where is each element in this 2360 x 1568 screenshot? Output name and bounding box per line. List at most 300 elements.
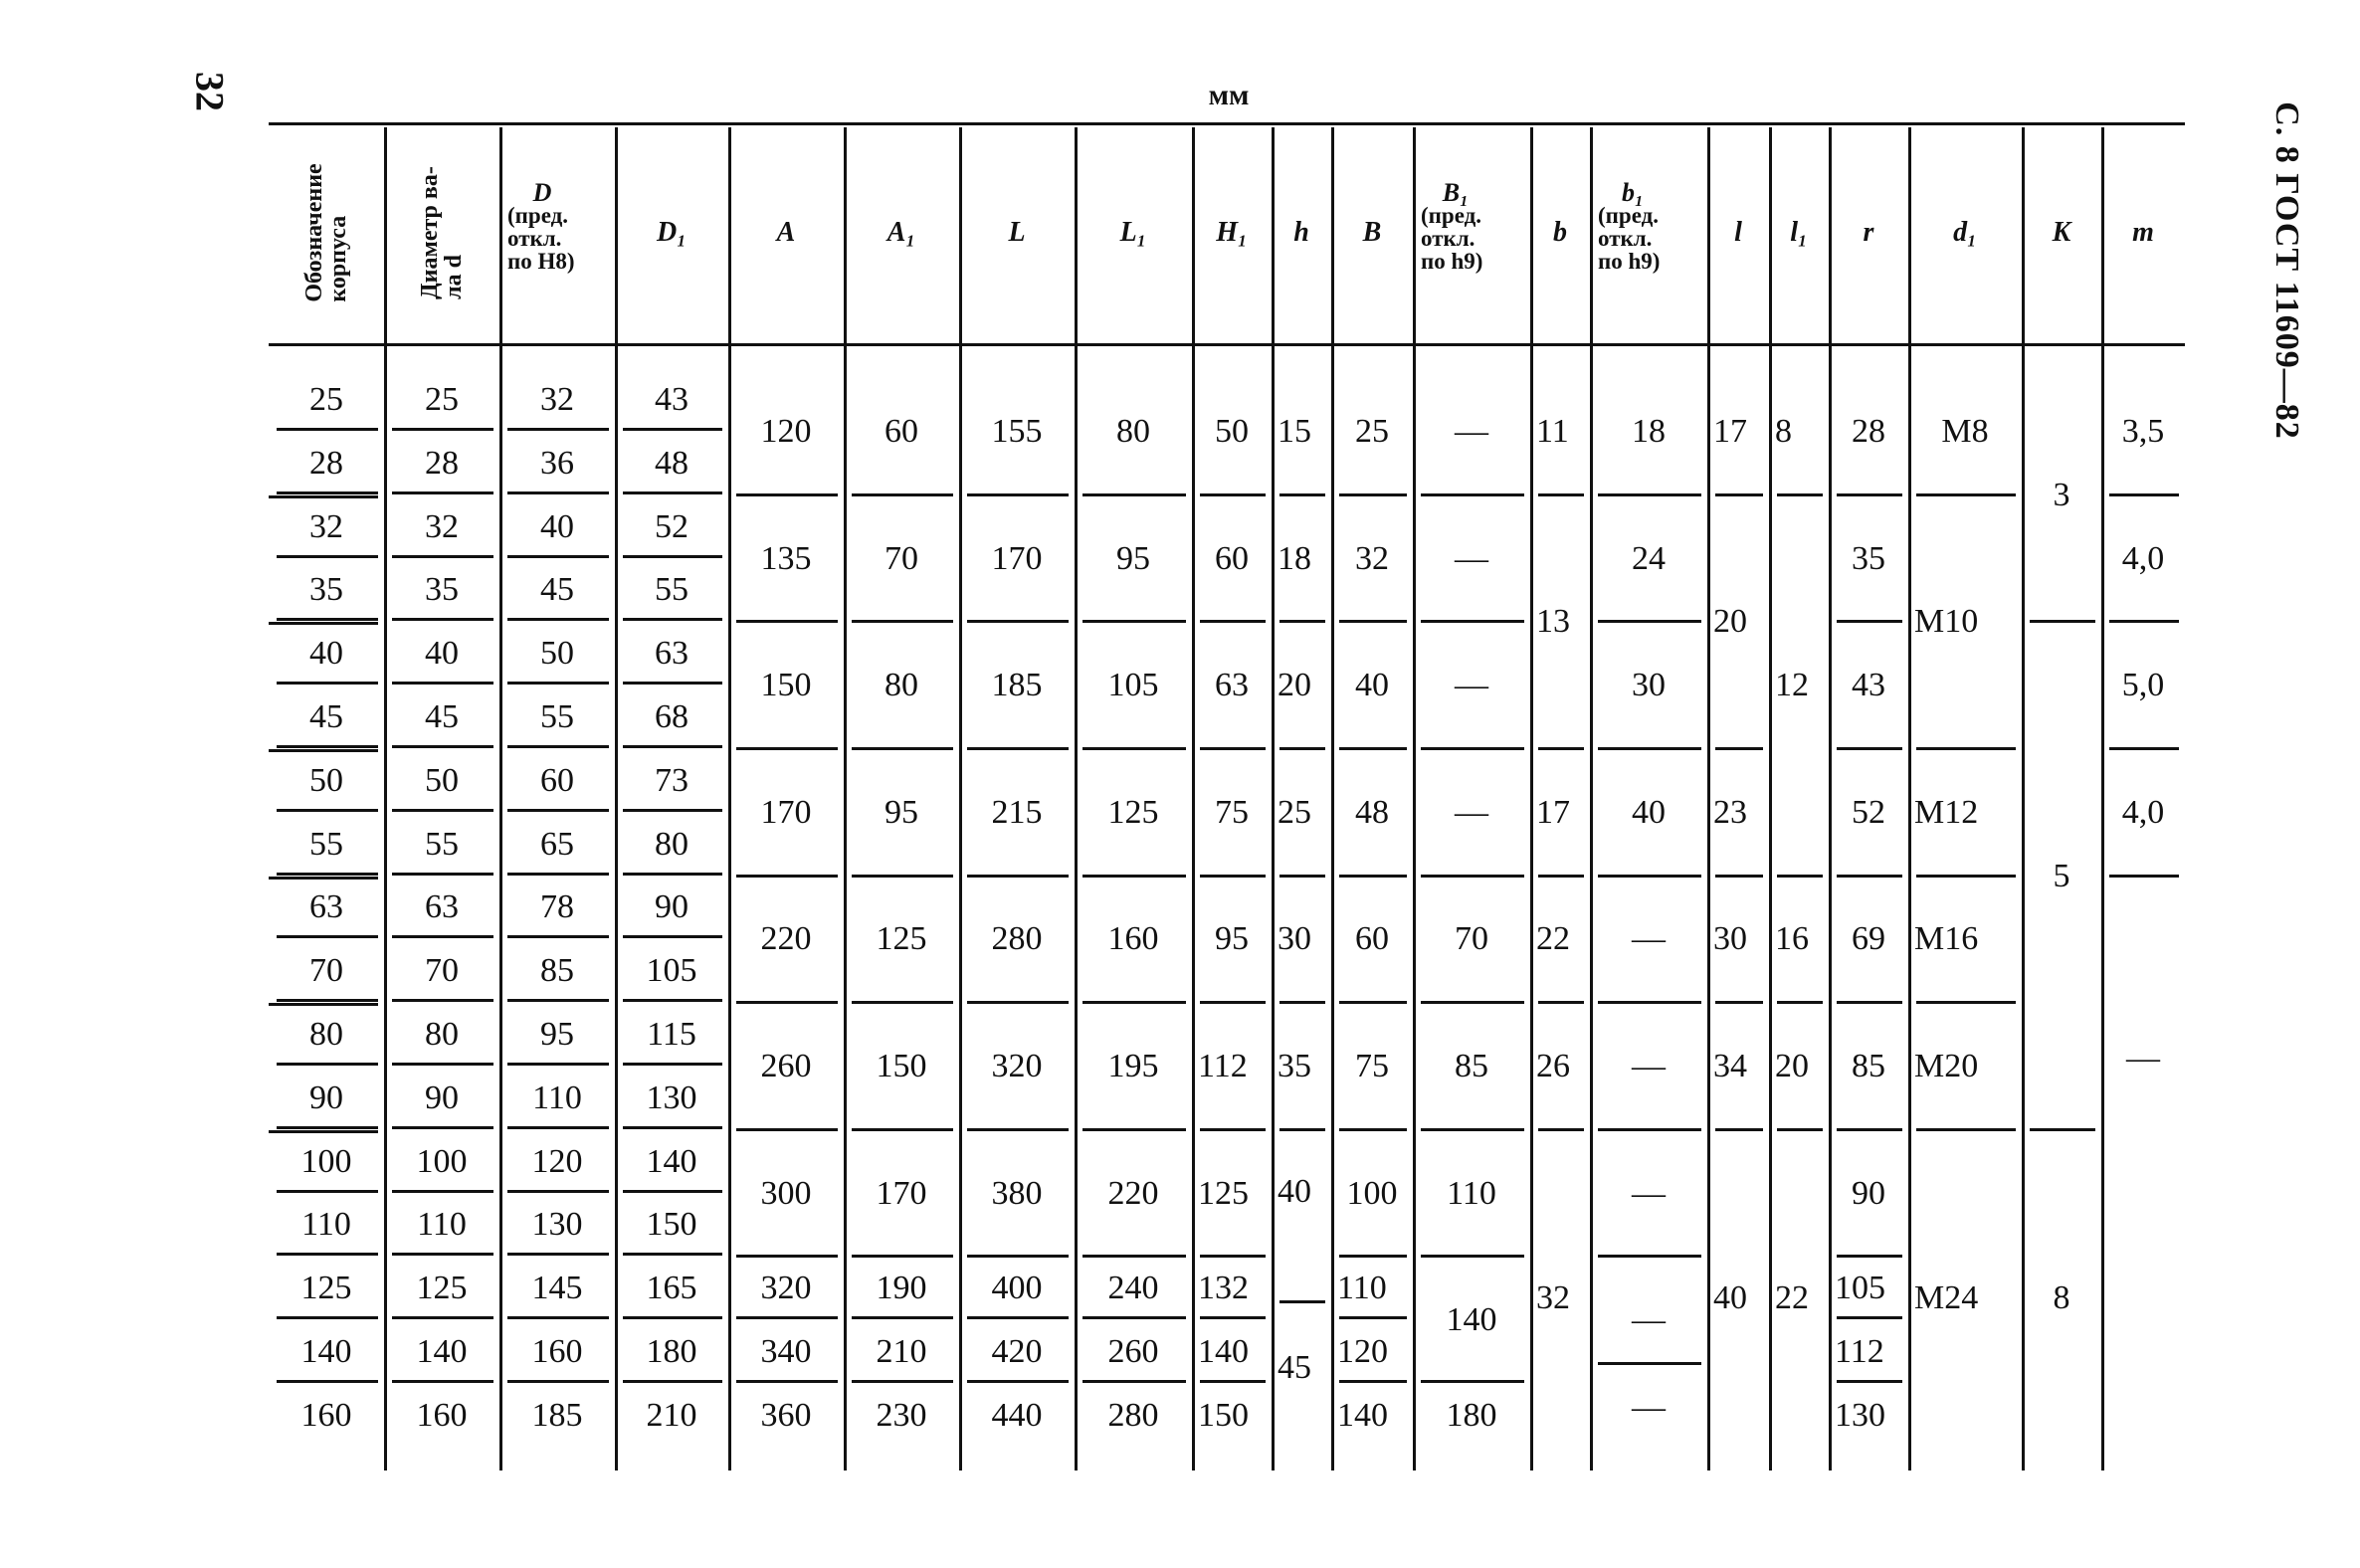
cell-D1: 68 [655,698,688,735]
cell-D: 185 [531,1396,583,1434]
column-divider [1192,127,1195,1470]
cell-L: 400 [991,1270,1043,1307]
cell-D: 120 [531,1142,583,1180]
header-line: (пред. [1421,203,1481,228]
cell-separator [1082,1380,1186,1383]
cell-separator [736,875,838,878]
cell-separator [1777,875,1823,878]
cell-B1: — [1455,539,1488,577]
cell-B: 32 [1355,539,1389,577]
cell-separator [623,1126,722,1129]
page-number: 32 [187,72,233,111]
column-divider [728,127,731,1470]
cell-separator [507,935,609,938]
cell-B: 25 [1355,412,1389,450]
cell-l: 23 [1713,793,1747,831]
cell-housing: 140 [300,1333,352,1370]
cell-d: 28 [425,444,459,482]
cell-separator [1598,1001,1701,1004]
cell-separator [736,493,838,496]
cell-r: 90 [1852,1174,1885,1212]
cell-separator [1916,493,2016,496]
cell-separator [1339,1128,1407,1131]
cell-h: 35 [1278,1047,1311,1084]
cell-A: 300 [760,1174,812,1212]
cell-separator [736,1380,838,1383]
cell-separator [1598,747,1701,750]
cell-housing: 125 [300,1270,352,1307]
cell-separator [1715,1128,1763,1131]
cell-d: 63 [425,888,459,926]
cell-separator [1916,1128,2016,1131]
cell-l1: 8 [1775,412,1792,450]
cell-separator [1082,875,1186,878]
cell-H1: 125 [1198,1174,1249,1212]
header-line: по H8) [507,249,575,274]
cell-d: 110 [417,1206,467,1244]
cell-L1: 160 [1107,920,1159,958]
cell-separator [1339,875,1407,878]
cell-separator [1279,1001,1325,1004]
cell-separator [392,873,493,876]
column-divider [1530,127,1533,1470]
cell-separator [1082,1001,1186,1004]
cell-separator [1082,1316,1186,1319]
cell-separator [1598,620,1701,623]
cell-d: 140 [416,1333,468,1370]
cell-separator [623,745,722,748]
cell-d: 90 [425,1078,459,1116]
cell-separator [1538,875,1584,878]
cell-A1: 80 [885,667,918,704]
group-rule [269,495,378,498]
cell-d: 100 [416,1142,468,1180]
cell-separator [623,1253,722,1256]
header-H1: H₁ [1216,217,1248,248]
cell-separator [1777,1128,1823,1131]
cell-b1: — [1632,1388,1666,1426]
cell-H1: 60 [1215,539,1249,577]
cell-separator [1598,493,1701,496]
cell-B1: — [1455,667,1488,704]
header-l1: l₁ [1790,217,1808,248]
cell-L: 185 [991,667,1043,704]
cell-B1: — [1455,412,1488,450]
cell-separator [507,682,609,685]
cell-separator [967,620,1069,623]
cell-separator [277,682,378,685]
cell-separator [736,1128,838,1131]
cell-L: 215 [991,793,1043,831]
cell-D: 85 [540,952,574,990]
cell-separator [1082,1128,1186,1131]
header-line: B₁ [1442,178,1470,207]
cell-A1: 70 [885,539,918,577]
header-line: по h9) [1421,249,1483,274]
cell-r: 112 [1835,1333,1884,1370]
cell-B: 140 [1337,1396,1388,1434]
cell-separator [623,555,722,558]
cell-d1: M16 [1914,920,1979,958]
cell-D1: 73 [655,761,688,799]
cell-h: 20 [1278,667,1311,704]
cell-separator [1339,1255,1407,1258]
cell-H1: 132 [1198,1270,1249,1307]
cell-separator [507,1380,609,1383]
header-K: K [2052,217,2071,248]
cell-separator [2109,747,2179,750]
cell-D: 160 [531,1333,583,1370]
cell-A: 150 [760,667,812,704]
cell-A: 340 [760,1333,812,1370]
cell-A: 360 [760,1396,812,1434]
cell-separator [1279,875,1325,878]
cell-separator [1082,493,1186,496]
cell-separator [507,809,609,812]
cell-separator [1339,493,1407,496]
cell-separator [392,1316,493,1319]
cell-D: 45 [540,571,574,609]
cell-L1: 260 [1107,1333,1159,1370]
cell-L1: 220 [1107,1174,1159,1212]
cell-separator [623,999,722,1002]
cell-b: 11 [1536,412,1569,450]
cell-B: 40 [1355,667,1389,704]
cell-separator [736,1001,838,1004]
cell-D1: 63 [655,635,688,673]
cell-separator [1082,747,1186,750]
group-rule [269,877,378,880]
cell-d1: M20 [1914,1047,1979,1084]
cell-separator [507,1316,609,1319]
cell-separator [277,1190,378,1193]
cell-b: 13 [1536,603,1570,641]
cell-separator [507,873,609,876]
cell-separator [623,1380,722,1383]
cell-separator [392,935,493,938]
cell-separator [1777,1001,1823,1004]
cell-separator [1200,747,1266,750]
cell-m: 5,0 [2121,667,2165,704]
cell-separator [1279,747,1325,750]
cell-separator [1200,1316,1266,1319]
cell-separator [277,618,378,621]
cell-L1: 105 [1107,667,1159,704]
cell-A1: 95 [885,793,918,831]
cell-separator [1200,1255,1266,1258]
cell-separator [967,1128,1069,1131]
cell-b1: — [1632,1174,1666,1212]
cell-L: 280 [991,920,1043,958]
cell-l: 17 [1713,412,1747,450]
cell-separator [1279,493,1325,496]
header-D1: D₁ [657,217,687,248]
cell-housing: 35 [309,571,343,609]
cell-separator [1598,1362,1701,1365]
column-divider [1769,127,1772,1470]
cell-separator [1421,1001,1524,1004]
cell-separator [392,1190,493,1193]
cell-d: 32 [425,507,459,545]
cell-d: 40 [425,635,459,673]
cell-H1: 112 [1198,1047,1248,1084]
cell-separator [277,999,378,1002]
cell-D1: 210 [646,1396,697,1434]
cell-D1: 52 [655,507,688,545]
cell-B1: 85 [1455,1047,1488,1084]
cell-separator [507,1253,609,1256]
header-line: ла d [441,255,467,299]
cell-d1: M24 [1914,1279,1979,1317]
cell-separator [392,618,493,621]
cell-A1: 170 [876,1174,927,1212]
cell-separator [1200,1001,1266,1004]
cell-separator [392,999,493,1002]
cell-separator [1837,1316,1902,1319]
cell-separator [852,875,953,878]
cell-L1: 95 [1116,539,1150,577]
cell-H1: 75 [1215,793,1249,831]
cell-separator [736,1255,838,1258]
cell-separator [1715,1001,1763,1004]
cell-separator [277,1253,378,1256]
cell-separator [852,1380,953,1383]
cell-L: 170 [991,539,1043,577]
cell-D1: 80 [655,825,688,863]
cell-B: 48 [1355,793,1389,831]
cell-separator [1339,1316,1407,1319]
cell-d: 35 [425,571,459,609]
cell-l: 34 [1713,1047,1747,1084]
column-divider [615,127,618,1470]
cell-separator [1837,875,1902,878]
group-rule [269,749,378,752]
cell-separator [277,1126,378,1129]
cell-d: 50 [425,761,459,799]
cell-housing: 25 [309,381,343,418]
cell-housing: 100 [300,1142,352,1180]
cell-B: 120 [1337,1333,1388,1370]
cell-separator [2030,1128,2095,1131]
cell-l1: 22 [1775,1279,1809,1317]
cell-L1: 195 [1107,1047,1159,1084]
table-top-rule [269,122,2185,125]
cell-D: 145 [531,1270,583,1307]
cell-D: 95 [540,1016,574,1053]
cell-separator [507,745,609,748]
cell-D1: 90 [655,888,688,926]
cell-A1: 230 [876,1396,927,1434]
cell-separator [1200,493,1266,496]
cell-b1: 30 [1632,667,1666,704]
cell-A1: 60 [885,412,918,450]
cell-separator [392,809,493,812]
cell-L: 380 [991,1174,1043,1212]
cell-d: 25 [425,381,459,418]
cell-separator [392,1063,493,1066]
cell-h: 40 [1278,1172,1311,1210]
cell-b1: — [1632,1301,1666,1339]
cell-separator [1715,747,1763,750]
cell-r: 52 [1852,793,1885,831]
cell-separator [507,999,609,1002]
cell-separator [1339,747,1407,750]
cell-B1: 70 [1455,920,1488,958]
cell-D1: 48 [655,444,688,482]
cell-B1: 140 [1446,1301,1497,1339]
cell-d: 55 [425,825,459,863]
column-divider [1590,127,1593,1470]
cell-separator [736,747,838,750]
cell-D1: 55 [655,571,688,609]
cell-separator [1421,493,1524,496]
cell-separator [736,620,838,623]
cell-separator [2109,875,2179,878]
cell-A1: 125 [876,920,927,958]
cell-r: 105 [1835,1270,1885,1307]
cell-housing: 63 [309,888,343,926]
column-divider [1075,127,1078,1470]
cell-h: 25 [1278,793,1311,831]
column-divider [2101,127,2104,1470]
header-line: D [532,178,552,207]
cell-A1: 190 [876,1270,927,1307]
cell-L1: 80 [1116,412,1150,450]
cell-l: 40 [1713,1279,1747,1317]
cell-separator [1837,1255,1902,1258]
cell-b: 26 [1536,1047,1570,1084]
cell-separator [1421,747,1524,750]
cell-D1: 105 [646,952,697,990]
header-B1 [1421,178,1490,274]
cell-separator [1538,1001,1584,1004]
cell-l: 30 [1713,920,1747,958]
cell-housing: 70 [309,952,343,990]
column-divider [1829,127,1832,1470]
cell-r: 69 [1852,920,1885,958]
cell-D1: 165 [646,1270,697,1307]
cell-separator [1837,1128,1902,1131]
cell-separator [277,873,378,876]
cell-D1: 115 [647,1016,696,1053]
cell-A: 120 [760,412,812,450]
column-divider [384,127,387,1470]
cell-separator [392,428,493,431]
cell-A: 320 [760,1270,812,1307]
cell-h: 15 [1278,412,1311,450]
cell-housing: 55 [309,825,343,863]
header-m: m [2132,217,2154,248]
column-divider [1413,127,1416,1470]
cell-m: 4,0 [2121,793,2165,831]
column-divider [1908,127,1911,1470]
cell-H1: 95 [1215,920,1249,958]
cell-separator [852,747,953,750]
cell-separator [852,1128,953,1131]
cell-D: 40 [540,507,574,545]
column-divider [1707,127,1710,1470]
cell-d: 70 [425,952,459,990]
header-d [418,166,466,299]
header-bottom-rule [269,343,2185,346]
cell-separator [967,1001,1069,1004]
header-B: B [1362,217,1382,248]
header-L: L [1008,217,1026,248]
header-d1: d₁ [1953,217,1977,248]
column-divider [1272,127,1275,1470]
cell-d: 160 [416,1396,468,1434]
column-divider [844,127,847,1470]
cell-separator [507,1126,609,1129]
cell-separator [277,1316,378,1319]
cell-housing: 80 [309,1016,343,1053]
cell-separator [967,1255,1069,1258]
cell-B: 60 [1355,920,1389,958]
cell-b: 22 [1536,920,1570,958]
cell-separator [2109,620,2179,623]
cell-separator [1777,493,1823,496]
cell-L: 320 [991,1047,1043,1084]
header-line: Диаметр ва- [417,166,443,299]
cell-separator [1837,747,1902,750]
cell-separator [1538,747,1584,750]
cell-separator [852,493,953,496]
cell-separator [852,1001,953,1004]
cell-D: 60 [540,761,574,799]
cell-housing: 45 [309,698,343,735]
cell-d: 80 [425,1016,459,1053]
header-line: по h9) [1598,249,1661,274]
cell-housing: 40 [309,635,343,673]
cell-B: 100 [1346,1174,1398,1212]
cell-separator [507,618,609,621]
cell-L: 155 [991,412,1043,450]
header-line: откл. [1598,226,1653,251]
cell-m: 4,0 [2121,539,2165,577]
cell-separator [1200,875,1266,878]
cell-r: 85 [1852,1047,1885,1084]
cell-D1: 130 [646,1078,697,1116]
cell-r: 35 [1852,539,1885,577]
header-r: r [1863,217,1874,248]
cell-separator [1339,620,1407,623]
cell-L1: 280 [1107,1396,1159,1434]
cell-b1: — [1632,1047,1666,1084]
cell-separator [1421,1380,1524,1383]
header-line: откл. [1421,226,1475,251]
cell-m: 3,5 [2121,412,2165,450]
cell-separator [1279,1128,1325,1131]
cell-separator [277,935,378,938]
header-l: l [1734,217,1742,248]
cell-separator [967,1380,1069,1383]
cell-separator [623,491,722,494]
cell-separator [1339,1380,1407,1383]
cell-separator [507,1063,609,1066]
cell-separator [1837,493,1902,496]
cell-D1: 43 [655,381,688,418]
cell-separator [1339,1001,1407,1004]
cell-separator [1598,875,1701,878]
cell-D1: 150 [646,1206,697,1244]
cell-separator [967,493,1069,496]
cell-separator [392,1126,493,1129]
cell-separator [967,875,1069,878]
document-header: С. 8 ГОСТ 11609—82 [2268,101,2305,440]
cell-separator [1082,620,1186,623]
cell-separator [623,682,722,685]
cell-D1: 180 [646,1333,697,1370]
